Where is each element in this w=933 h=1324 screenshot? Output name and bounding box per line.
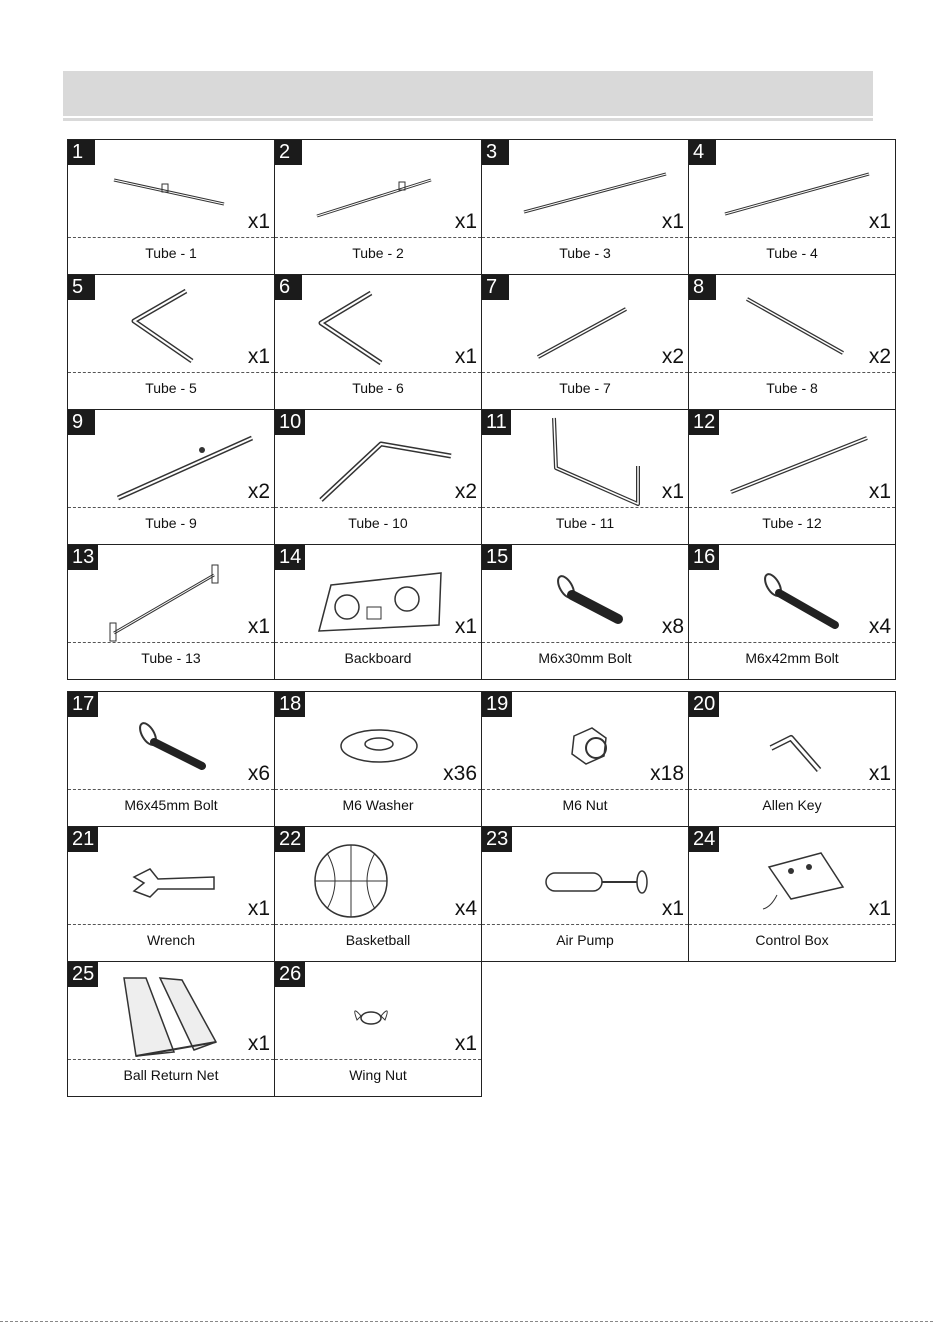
part-quantity: x1 xyxy=(247,615,270,638)
part-number: 11 xyxy=(482,410,511,435)
part-number: 22 xyxy=(275,827,305,852)
part-quantity: x6 xyxy=(247,762,270,785)
part-number: 15 xyxy=(482,545,512,570)
dashed-separator xyxy=(68,789,274,790)
parts-grid-lower xyxy=(67,691,895,1096)
part-quantity: x8 xyxy=(661,615,684,638)
backboard-icon xyxy=(281,551,476,639)
part-number: 21 xyxy=(68,827,98,852)
dashed-separator xyxy=(482,789,688,790)
dashed-separator xyxy=(275,237,481,238)
part-label: M6x45mm Bolt xyxy=(124,797,218,813)
part-cell xyxy=(688,139,896,275)
part-number: 1 xyxy=(68,140,95,165)
part-quantity: x2 xyxy=(868,345,891,368)
part-number: 24 xyxy=(689,827,719,852)
part-quantity: x1 xyxy=(661,897,684,920)
bent-tube-icon xyxy=(74,281,269,369)
part-quantity: x1 xyxy=(868,897,891,920)
part-cell xyxy=(67,826,275,962)
part-cell xyxy=(688,826,896,962)
dashed-separator xyxy=(68,1059,274,1060)
part-number: 12 xyxy=(689,410,719,435)
part-number: 9 xyxy=(68,410,95,435)
part-cell xyxy=(67,691,275,827)
part-label: Tube - 9 xyxy=(145,515,197,531)
part-quantity: x1 xyxy=(247,345,270,368)
part-number: 25 xyxy=(68,962,98,987)
part-quantity: x1 xyxy=(868,762,891,785)
part-label: M6 Nut xyxy=(562,797,608,813)
part-label: Air Pump xyxy=(556,932,614,948)
bolt-icon xyxy=(488,551,683,639)
u-tube-icon xyxy=(488,416,683,504)
part-cell xyxy=(481,409,689,545)
part-number: 2 xyxy=(275,140,302,165)
part-quantity: x1 xyxy=(247,1032,270,1055)
part-number: 16 xyxy=(689,545,719,570)
tube-icon xyxy=(74,416,269,504)
part-quantity: x36 xyxy=(443,762,477,785)
bolt-icon xyxy=(695,551,890,639)
part-label: Tube - 13 xyxy=(141,650,201,666)
part-cell xyxy=(481,691,689,827)
dashed-separator xyxy=(275,642,481,643)
part-cell xyxy=(481,274,689,410)
part-number: 4 xyxy=(689,140,716,165)
part-number: 20 xyxy=(689,692,719,717)
part-label: Allen Key xyxy=(762,797,822,813)
part-quantity: x1 xyxy=(454,345,477,368)
dashed-separator xyxy=(482,507,688,508)
part-quantity: x2 xyxy=(454,480,477,503)
part-label: Control Box xyxy=(755,932,829,948)
dashed-separator xyxy=(689,642,895,643)
control-box-icon xyxy=(695,833,890,921)
part-label: Tube - 11 xyxy=(555,515,615,531)
part-number: 7 xyxy=(482,275,509,300)
part-quantity: x2 xyxy=(661,345,684,368)
dashed-separator xyxy=(68,372,274,373)
part-quantity: x2 xyxy=(247,480,270,503)
part-cell xyxy=(67,139,275,275)
part-quantity: x4 xyxy=(454,897,477,920)
dashed-separator xyxy=(482,372,688,373)
part-cell xyxy=(688,409,896,545)
dashed-separator xyxy=(275,507,481,508)
part-quantity: x18 xyxy=(650,762,684,785)
part-label: Tube - 7 xyxy=(559,380,611,396)
part-quantity: x1 xyxy=(247,210,270,233)
part-label: Tube - 1 xyxy=(145,245,197,261)
header-divider xyxy=(63,118,873,121)
bent-tube-icon xyxy=(281,281,476,369)
dashed-separator xyxy=(275,789,481,790)
wrench-icon xyxy=(74,833,269,921)
dashed-separator xyxy=(689,789,895,790)
page-bottom-rule xyxy=(0,1321,933,1322)
part-cell xyxy=(688,691,896,827)
part-label: Tube - 5 xyxy=(145,380,197,396)
dashed-separator xyxy=(68,237,274,238)
part-cell xyxy=(274,826,482,962)
part-cell xyxy=(688,274,896,410)
header-bar xyxy=(63,71,873,116)
part-quantity: x1 xyxy=(454,1032,477,1055)
bolt-icon xyxy=(74,698,269,786)
part-cell xyxy=(274,544,482,680)
basketball-icon xyxy=(281,833,476,921)
part-quantity: x1 xyxy=(868,480,891,503)
parts-grid-upper xyxy=(67,139,895,679)
tube-icon xyxy=(695,146,890,234)
tube-icon xyxy=(488,146,683,234)
part-cell xyxy=(481,139,689,275)
tube-icon xyxy=(281,146,476,234)
part-number: 8 xyxy=(689,275,716,300)
part-quantity: x1 xyxy=(454,615,477,638)
dashed-separator xyxy=(275,1059,481,1060)
part-label: M6 Washer xyxy=(342,797,414,813)
part-label: Tube - 3 xyxy=(559,245,611,261)
part-label: Tube - 2 xyxy=(352,245,404,261)
part-label: M6x42mm Bolt xyxy=(745,650,839,666)
part-number: 5 xyxy=(68,275,95,300)
part-number: 10 xyxy=(275,410,305,435)
part-quantity: x1 xyxy=(454,210,477,233)
part-number: 14 xyxy=(275,545,305,570)
dashed-separator xyxy=(482,237,688,238)
part-label: Wing Nut xyxy=(349,1067,407,1083)
part-cell xyxy=(274,274,482,410)
part-cell xyxy=(274,961,482,1097)
part-cell xyxy=(274,691,482,827)
air-pump-icon xyxy=(488,833,683,921)
part-cell xyxy=(67,961,275,1097)
part-cell xyxy=(67,274,275,410)
part-label: Wrench xyxy=(147,932,195,948)
dashed-separator xyxy=(275,924,481,925)
part-quantity: x1 xyxy=(661,210,684,233)
part-label: M6x30mm Bolt xyxy=(538,650,632,666)
tube-icon xyxy=(74,146,269,234)
part-quantity: x4 xyxy=(868,615,891,638)
wing-nut-icon xyxy=(281,968,476,1056)
dashed-separator xyxy=(68,507,274,508)
part-number: 3 xyxy=(482,140,509,165)
part-label: Tube - 8 xyxy=(766,380,818,396)
part-label: Tube - 12 xyxy=(762,515,822,531)
dashed-separator xyxy=(689,924,895,925)
dashed-separator xyxy=(689,237,895,238)
part-cell xyxy=(67,544,275,680)
part-label: Tube - 4 xyxy=(766,245,818,261)
part-number: 18 xyxy=(275,692,305,717)
part-cell xyxy=(67,409,275,545)
part-label: Basketball xyxy=(345,932,411,948)
tube-icon xyxy=(695,281,890,369)
tube-icon xyxy=(695,416,890,504)
part-cell xyxy=(688,544,896,680)
part-label: Ball Return Net xyxy=(123,1067,219,1083)
part-label: Backboard xyxy=(344,650,412,666)
dashed-separator xyxy=(275,372,481,373)
allen-key-icon xyxy=(695,698,890,786)
net-icon xyxy=(74,968,269,1056)
part-number: 19 xyxy=(482,692,512,717)
dashed-separator xyxy=(68,642,274,643)
part-number: 23 xyxy=(482,827,512,852)
part-cell xyxy=(481,826,689,962)
dashed-separator xyxy=(68,924,274,925)
part-cell xyxy=(481,544,689,680)
part-quantity: x1 xyxy=(661,480,684,503)
part-number: 17 xyxy=(68,692,98,717)
arched-tube-icon xyxy=(281,416,476,504)
part-number: 13 xyxy=(68,545,98,570)
part-number: 6 xyxy=(275,275,302,300)
dashed-separator xyxy=(482,642,688,643)
bracket-tube-icon xyxy=(74,551,269,639)
tube-icon xyxy=(488,281,683,369)
part-quantity: x1 xyxy=(247,897,270,920)
part-cell xyxy=(274,409,482,545)
part-label: Tube - 10 xyxy=(348,515,408,531)
dashed-separator xyxy=(689,507,895,508)
part-number: 26 xyxy=(275,962,305,987)
part-cell xyxy=(274,139,482,275)
dashed-separator xyxy=(482,924,688,925)
part-label: Tube - 6 xyxy=(352,380,404,396)
part-quantity: x1 xyxy=(868,210,891,233)
dashed-separator xyxy=(689,372,895,373)
